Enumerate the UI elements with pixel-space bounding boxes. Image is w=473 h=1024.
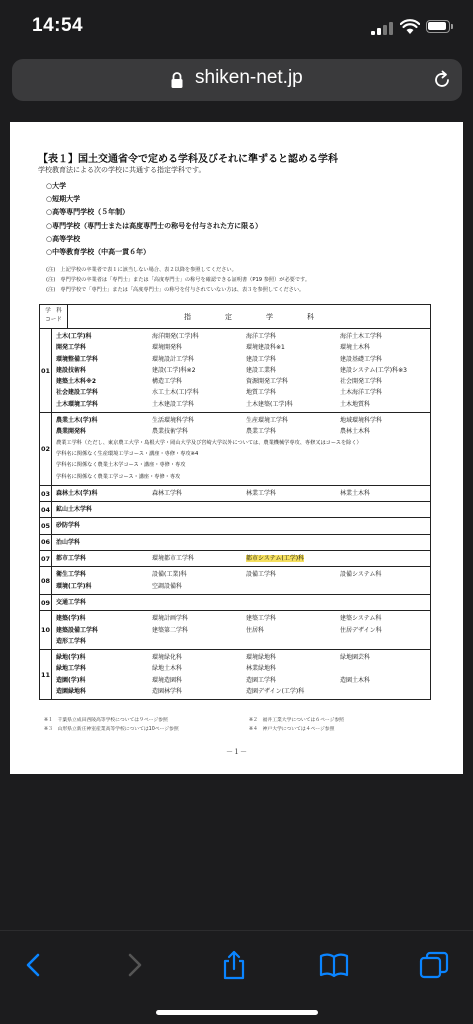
dept-code: 09 — [40, 595, 52, 610]
status-time: 14:54 — [32, 15, 84, 36]
dept-name: 土木建築(工学)科 — [246, 400, 293, 408]
url-host[interactable]: shiken-net.jp — [195, 67, 303, 88]
battery-icon — [426, 20, 450, 33]
dept-name: 環境緑地科 — [246, 654, 277, 662]
dept-name: 都市システム(工学)科 — [246, 555, 305, 563]
dept-name — [148, 504, 242, 515]
dept-name: 生産環境工学科 — [246, 417, 289, 425]
dept-name — [336, 663, 430, 674]
school-item: ○専門学校（専門士または高度専門士の称号を付与された方に限る） — [46, 221, 263, 230]
dept-name: 海洋土木工学科 — [340, 333, 383, 340]
dept-name: 農林土木科 — [340, 428, 371, 436]
dept-note: 学科名に関係なく農業工学コース・講座・専修・専攻 — [56, 473, 181, 480]
dept-name — [336, 597, 430, 608]
dept-name: 生活環境科学科 — [152, 417, 195, 425]
dept-name: 水工土木(工)学科 — [152, 389, 199, 397]
dept-name: 林業土木科 — [340, 489, 371, 497]
dept-name: 建築工学科 — [246, 615, 277, 623]
dept-name — [148, 520, 242, 531]
dept-code: 07 — [40, 551, 52, 566]
dept-name: 農業土木(学)科 — [56, 417, 98, 425]
dept-name: 建築(学)科 — [56, 615, 86, 623]
dept-code: 05 — [40, 518, 52, 533]
dept-name — [242, 504, 336, 515]
dept-name: 建設工業科 — [246, 366, 277, 374]
dept-name: 環境都市工学科 — [152, 555, 195, 563]
pdf-page — [10, 122, 463, 774]
school-item: ○短期大学 — [46, 195, 81, 204]
footnotes — [44, 716, 344, 734]
dept-name: 造形工学科 — [56, 637, 87, 645]
dept-name: 環境造園科 — [152, 676, 183, 684]
dept-name: 土木(工学)科 — [56, 333, 92, 340]
dept-code: 11 — [40, 650, 52, 699]
footnote: ※２ 福井工業大学については６ページ参照 — [249, 718, 344, 723]
dept-name — [148, 597, 242, 608]
dept-name: 構造工学科 — [152, 378, 183, 386]
dept-name — [336, 520, 430, 531]
dept-name: 建設技術科 — [56, 366, 87, 374]
school-item: ○高等学校 — [46, 234, 81, 243]
notes — [46, 265, 310, 295]
dept-code: 08 — [40, 567, 52, 594]
dept-code: 06 — [40, 535, 52, 550]
dept-name: 緑地工学科 — [56, 665, 87, 673]
dept-name: 農業技術学科 — [152, 428, 189, 436]
dept-name: 環境土木科 — [340, 344, 371, 352]
dept-name: 林業工学科 — [246, 489, 277, 497]
dept-code: 01 — [40, 329, 52, 412]
dept-name — [242, 581, 336, 592]
dept-code: 04 — [40, 502, 52, 517]
chevron-left-icon[interactable] — [18, 949, 50, 981]
dept-name: 設備(工業)科 — [152, 571, 187, 579]
dept-name — [242, 597, 336, 608]
table-row — [40, 518, 430, 534]
document-title: 【表１】国土交通省令で定める学科及びそれに準ずると認める学科 — [38, 154, 338, 165]
document-subtitle: 学校教育法による次の学校に共通する指定学科です。 — [38, 166, 206, 174]
dept-name: 緑地(学)科 — [56, 654, 86, 662]
school-item: ○大学 — [46, 182, 67, 190]
tabs-icon[interactable] — [418, 949, 450, 981]
dept-name — [336, 636, 430, 647]
table-row — [40, 595, 430, 611]
dept-note: 農業工学科（ただし、東京農工大学・島根大学・岡山大学及び宮崎大学以外については、農業機械学専攻、専修又はコースを除く） — [56, 439, 362, 446]
dept-name — [336, 504, 430, 515]
note: (注) 専門学校の卒業者は「専門士」または「高度専門士」の称号を確認できる証明書（P19 参照）が必要です。 — [46, 277, 311, 283]
dept-name — [148, 636, 242, 647]
dept-name: 環境計画学科 — [152, 615, 189, 623]
dept-name: 建設工学科 — [246, 355, 277, 363]
dept-note: 学科名に関係なく農業土木学コース・講座・専修・専攻 — [56, 462, 186, 469]
table-row — [40, 567, 430, 595]
dept-code: 03 — [40, 486, 52, 501]
dept-name — [336, 581, 430, 592]
table-row — [40, 486, 430, 502]
table-header — [40, 305, 430, 329]
dept-name: 建設(工学)科※2 — [152, 366, 196, 374]
book-icon[interactable] — [318, 949, 350, 981]
dept-name: 環境開発科 — [152, 344, 183, 352]
school-item: ○中等教育学校（中高一貫６年） — [46, 247, 151, 256]
table-row — [40, 650, 430, 699]
dept-name: 農業工学科 — [246, 428, 277, 436]
dept-name: 建築土木科※2 — [56, 378, 97, 386]
dept-name: 鉱山土木学科 — [56, 506, 93, 514]
dept-name: 緑地園芸科 — [340, 654, 371, 662]
lock-icon — [170, 71, 184, 89]
department-column-header: 指定学科 — [184, 313, 348, 321]
dept-name: 治山学科 — [56, 538, 81, 546]
share-icon[interactable] — [218, 949, 250, 981]
dept-name: 林業緑地科 — [246, 665, 277, 673]
dept-name: 地域環境科学科 — [340, 417, 383, 425]
footnote: ※３ 山形県立新庄神室産業高等学校については10ページ参照 — [44, 727, 179, 732]
dept-name: 海洋開発(工学)科 — [152, 333, 199, 340]
dept-name: 農業開発科 — [56, 428, 87, 436]
dept-name: 土木海洋工学科 — [340, 389, 383, 397]
address-bar[interactable] — [12, 59, 462, 101]
web-content[interactable] — [0, 112, 473, 930]
dept-name: 建設システム(工学)科※3 — [340, 366, 407, 374]
dept-name: 衛生工学科 — [56, 571, 87, 579]
table-row — [40, 611, 430, 650]
dept-name — [336, 686, 430, 697]
dept-name: 造園デザイン(工学)科 — [246, 688, 305, 696]
dept-name: 住居デザイン科 — [340, 626, 382, 634]
dept-name: 住居科 — [246, 626, 265, 634]
table-row — [40, 329, 430, 413]
cellular-signal-icon — [371, 22, 393, 35]
dept-name: 社会建設工学科 — [56, 389, 99, 397]
dept-name: 都市工学科 — [56, 555, 87, 563]
dept-name: 設備工学科 — [246, 571, 277, 579]
dept-name: 土木地質科 — [340, 400, 371, 408]
dept-name: 造園工学科 — [246, 676, 277, 684]
dept-name: 森林土木(学)科 — [56, 489, 98, 497]
table-row — [40, 551, 430, 567]
reload-icon[interactable] — [432, 70, 452, 90]
note: (注) 専門学校で「専門士」または「高度専門士」の称号を付与されていない方は、表３を参照してください。 — [46, 287, 305, 293]
footnote: ※４ 神戸大学については４ページ参照 — [249, 727, 335, 732]
dept-name — [242, 636, 336, 647]
dept-name: 土木建設工学科 — [152, 400, 195, 408]
dept-name — [242, 537, 336, 548]
dept-name: 土木環境工学科 — [56, 400, 99, 408]
dept-name: 建築設備工学科 — [56, 626, 99, 634]
dept-name: 森林工学科 — [152, 489, 183, 497]
table-row — [40, 502, 430, 518]
dept-name: 造園土木科 — [340, 676, 371, 684]
table-row — [40, 535, 430, 551]
dept-code: 10 — [40, 611, 52, 649]
dept-name — [336, 537, 430, 548]
dept-name: 緑地土木科 — [152, 665, 183, 673]
status-bar — [0, 0, 473, 56]
dept-name: 造園緑地科 — [56, 688, 87, 696]
dept-name — [148, 537, 242, 548]
dept-note: 学科名に関係なく生産環境工学コース・講座・専修・専攻※4 — [56, 450, 199, 457]
note: (注) 上記学校の卒業者で表１に該当しない場合、表２以降を参照してください。 — [46, 267, 237, 273]
school-item: ○高等専門学校（５年制） — [46, 208, 130, 217]
dept-name: 建築第二学科 — [152, 626, 189, 634]
dept-code: 02 — [40, 413, 52, 485]
chevron-right-icon[interactable] — [118, 949, 150, 981]
footnote: ※１ 千葉県立成田西陵高等学校については９ページ参照 — [44, 718, 168, 723]
dept-name: 建設基礎工学科 — [340, 355, 383, 363]
table-row — [40, 413, 430, 486]
dept-name: 砂防学科 — [56, 522, 81, 530]
dept-name: 環境緑化科 — [152, 654, 183, 662]
home-indicator — [156, 1010, 318, 1015]
dept-name — [336, 553, 430, 564]
dept-name: 環境設計工学科 — [152, 355, 195, 363]
dept-name — [242, 520, 336, 531]
dept-name: 地質工学科 — [246, 389, 277, 397]
dept-name: 交通工学科 — [56, 598, 87, 606]
dept-name: 造園林学科 — [152, 688, 183, 696]
dept-name: 設備システム科 — [340, 571, 382, 579]
dept-name: 開発工学科 — [56, 344, 87, 352]
school-list — [46, 180, 262, 259]
dept-name: 環境整備工学科 — [56, 355, 99, 363]
dept-name: 環境建設科※1 — [246, 344, 285, 352]
code-column-header: 学 科 コード — [40, 305, 68, 328]
wifi-icon — [400, 19, 420, 35]
dept-name: 海洋工学科 — [246, 333, 277, 340]
dept-name: 資源開発工学科 — [246, 378, 289, 386]
dept-name: 社会開発工学科 — [340, 378, 383, 386]
dept-name: 空調設備科 — [152, 582, 183, 590]
page-number: －１－ — [226, 748, 247, 756]
dept-name: 造園(学)科 — [56, 676, 86, 684]
dept-name: 建築システム科 — [340, 615, 382, 623]
department-table — [39, 304, 431, 700]
dept-name: 環境(工学)科 — [56, 582, 92, 590]
